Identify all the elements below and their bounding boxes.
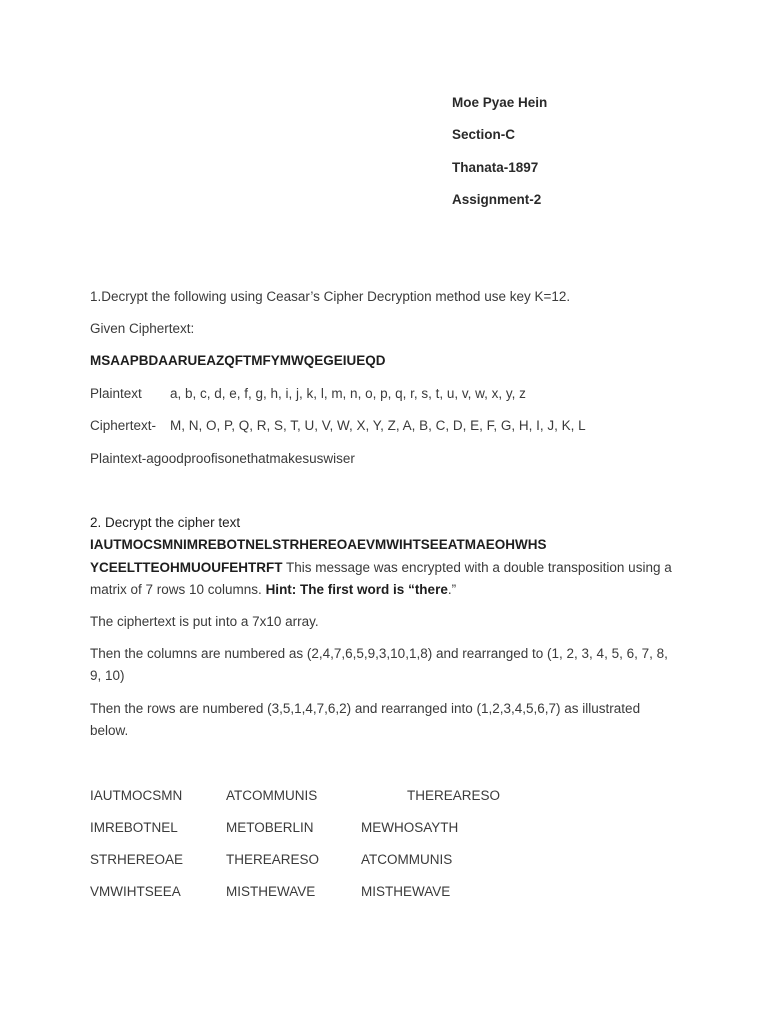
section-label: Section-C bbox=[452, 127, 516, 142]
q2-ciphertext-line2: YCEELTTEOHMUOUFEHTRFT bbox=[90, 560, 283, 575]
q2-hint: Hint: The first word is “there bbox=[265, 582, 448, 597]
q2-prompt-text: Decrypt the cipher text bbox=[101, 515, 241, 530]
table-cell: STRHEREOAE bbox=[90, 852, 184, 867]
table-cell: MEWHOSAYTH bbox=[361, 820, 459, 835]
q2-description-block bbox=[90, 557, 680, 601]
q2-hint-end: .” bbox=[447, 582, 457, 597]
table-cell: ATCOMMUNIS bbox=[361, 852, 453, 867]
q2-step3: Then the rows are numbered (3,5,1,4,7,6,2) and rearranged into (1,2,3,4,5,6,7) as illustrated below. bbox=[90, 701, 641, 738]
table-cell: IMREBOTNEL bbox=[90, 820, 178, 835]
q2-description: This message was encrypted with a double transposition using a matrix of 7 rows 10 columns. bbox=[90, 560, 672, 597]
q2-step1: The ciphertext is put into a 7x10 array. bbox=[90, 614, 319, 629]
plaintext-row-label: Plaintext bbox=[90, 386, 142, 401]
ciphertext-row-label: Ciphertext- bbox=[90, 418, 157, 433]
q2-ciphertext-line1: IAUTMOCSMNIMREBOTNELSTRHEREOAEVMWIHTSEEATMAEOHWHS bbox=[90, 537, 547, 552]
q2-number: 2. bbox=[90, 515, 102, 530]
table-cell: THEREARESO bbox=[226, 852, 320, 867]
table-cell: VMWIHTSEEA bbox=[90, 884, 181, 899]
table-cell: MISTHEWAVE bbox=[361, 884, 451, 899]
q1-answer: Plaintext-agoodproofisonethatmakesuswiser bbox=[90, 451, 355, 466]
table-cell: THEREARESO bbox=[407, 788, 501, 803]
plaintext-alphabet: a, b, c, d, e, f, g, h, i, j, k, l, m, n, o, p, q, r, s, t, u, v, w, x, y, z bbox=[170, 386, 526, 401]
author-name: Moe Pyae Hein bbox=[452, 95, 548, 110]
table-cell: MISTHEWAVE bbox=[226, 884, 316, 899]
table-cell: ATCOMMUNIS bbox=[226, 788, 318, 803]
table-cell: METOBERLIN bbox=[226, 820, 314, 835]
q1-prompt: 1.Decrypt the following using Ceasar’s Cipher Decryption method use key K=12. bbox=[90, 289, 571, 304]
q2-prompt bbox=[90, 514, 240, 532]
q2-step2: Then the columns are numbered as (2,4,7,6,5,9,3,10,1,8) and rearranged to (1, 2, 3, 4, 5, 6, 7, 8, 9, 10) bbox=[90, 646, 668, 683]
assignment-title: Assignment-2 bbox=[452, 192, 542, 207]
ciphertext-alphabet: M, N, O, P, Q, R, S, T, U, V, W, X, Y, Z, A, B, C, D, E, F, G, H, I, J, K, L bbox=[170, 418, 586, 433]
q1-given-label: Given Ciphertext: bbox=[90, 321, 195, 336]
q1-ciphertext: MSAAPBDAARUEAZQFTMFYMWQEGEIUEQD bbox=[90, 353, 386, 368]
student-id: Thanata-1897 bbox=[452, 160, 539, 175]
table-cell: IAUTMOCSMN bbox=[90, 788, 183, 803]
